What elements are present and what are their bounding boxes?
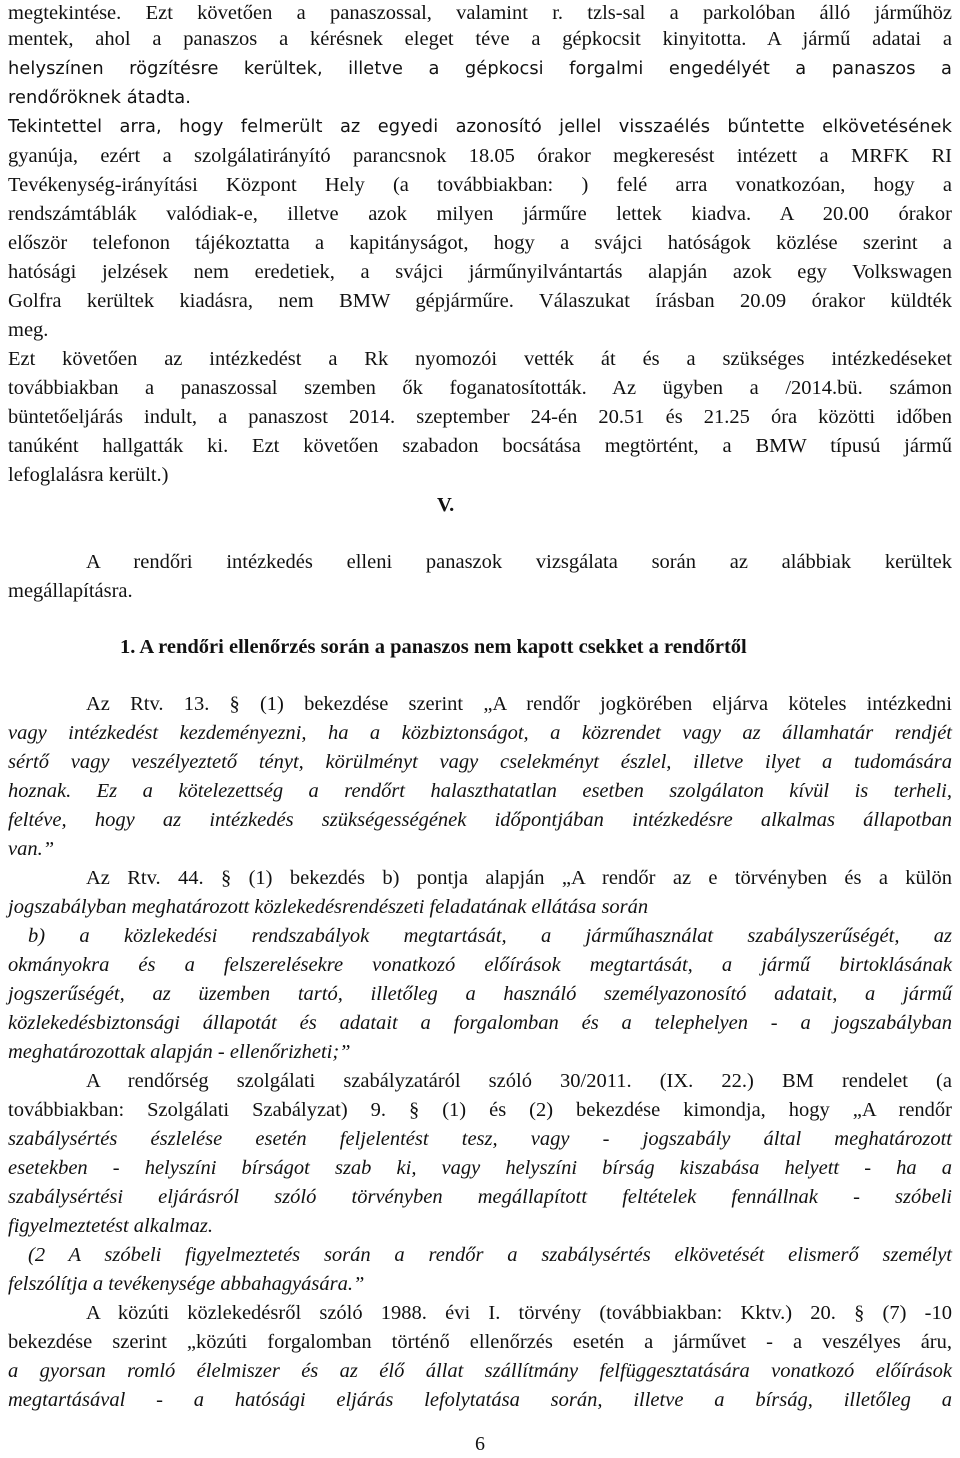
text-line: rendőröknek átadta. — [8, 87, 192, 108]
text-line: Az Rtv. 44. § (1) bekezdés b) pontja alapján „A rendőr az e törvényben és a külön — [86, 867, 952, 889]
text-line: továbbiakban: Szolgálati Szabályzat) 9. § (1) és (2) bekezdése kimondja, hogy „A rendőr — [8, 1099, 952, 1121]
text-line: figyelmeztetést alkalmaz. — [8, 1215, 213, 1237]
text-line: a gyorsan romló élelmiszer és az élő állat szállítmány felfüggesztatására vonatkozó előírások — [8, 1360, 952, 1382]
text-line: mentek, ahol a panaszos a kérésnek eleget téve a gépkocsit kinyitotta. A jármű adatai a — [8, 28, 952, 50]
text-line: gyanúja, ezért a szolgálatirányító parancsnok 18.05 órakor megkeresést intézett a MRFK RI — [8, 145, 952, 167]
text-line: A rendőrség szolgálati szabályzatáról szóló 30/2011. (IX. 22.) BM rendelet (a — [86, 1070, 952, 1092]
text-line: Tevékenység-irányítási Központ Hely (a továbbiakban: ) felé arra vonatkozóan, hogy a — [8, 174, 952, 196]
text-line: hoznak. Ez a kötelezettség a rendőrt halaszthatatlan esetben szolgálaton kívül is terheli, — [8, 780, 952, 802]
text-line: tanúként hallgatták ki. Ezt követően szabadon bocsátása megtörtént, a BMW típusú jármű — [8, 435, 952, 457]
text-line: hatósági jelzések nem eredetiek, a svájci járműnyilvántartás alapján azok egy Volkswagen — [8, 261, 952, 283]
text-line: A rendőri intézkedés elleni panaszok vizsgálata során az alábbiak kerültek — [86, 551, 952, 573]
text-line: feltéve, hogy az intézkedés szükségességének időpontjában intézkedésre alkalmas állapotban — [8, 809, 952, 831]
text-line: büntetőeljárás indult, a panaszost 2014. szeptember 24-én 20.51 és 21.25 óra közötti időben — [8, 406, 952, 428]
text-line: megtekintése. Ezt követően a panaszossal, valamint r. tzls-sal a parkolóban álló járműhöz — [8, 2, 952, 24]
text-line: vagy intézkedést kezdeményezni, ha a közbiztonságot, a közrendet vagy az államhatár rendjét — [8, 722, 952, 744]
text-line: jogszerűségét, az üzemben tartó, illetőleg a használó személyazonosító adatait, a jármű — [8, 983, 952, 1005]
text-line: bekezdése szerint „közúti forgalomban történő ellenőrzés esetén a járművet - a veszélyes áru, — [8, 1331, 952, 1353]
text-line: esetekben - helyszíni bírságot szab ki, vagy helyszíni bírság kiszabása helyett - ha a — [8, 1157, 952, 1179]
text-line: lefoglalásra került.) — [8, 464, 169, 486]
text-line: meghatározottak alapján - ellenőrizheti;” — [8, 1041, 351, 1063]
text-line: okmányokra és a felszerelésekre vonatkozó előírások megtartását, a jármű birtoklásának — [8, 954, 952, 976]
text-line: Tekintettel arra, hogy felmerült az egyedi azonosító jellel visszaélés bűntette elkövetésének — [8, 116, 952, 137]
text-line: megtartásával - a hatósági eljárás lefolytatása során, illetve a bírság, illetőleg a — [8, 1389, 952, 1411]
text-line: jogszabályban meghatározott közlekedésrendészeti feladatának ellátása során — [8, 896, 649, 918]
section-heading: V. — [437, 494, 455, 516]
text-line: van.” — [8, 838, 55, 860]
text-line: közlekedésbiztonsági állapotát és adatait a forgalomban és a telephelyen - a jogszabályban — [8, 1012, 952, 1034]
subsection-heading: 1. A rendőri ellenőrzés során a panaszos nem kapott csekket a rendőrtől — [120, 636, 747, 658]
text-line: felszólítja a tevékenysége abbahagyására.” — [8, 1273, 365, 1295]
text-line: rendszámtáblák valódiak-e, illetve azok milyen járműre lettek kiadva. A 20.00 órakor — [8, 203, 952, 225]
page-number: 6 — [475, 1433, 485, 1455]
text-line: Golfra kerültek kiadásra, nem BMW gépjárműre. Válaszukat írásban 20.09 órakor küldték — [8, 290, 952, 312]
text-line: Ezt követően az intézkedést a Rk nyomozói vették át és a szükséges intézkedéseket — [8, 348, 952, 370]
text-line: sértő vagy veszélyeztető tényt, körülményt vagy cselekményt észlel, illetve ilyet a tudomására — [8, 751, 952, 773]
text-line: továbbiakban a panaszossal szemben ők foganatosították. Az ügyben a /2014.bü. számon — [8, 377, 952, 399]
text-line: helyszínen rögzítésre kerültek, illetve a gépkocsi forgalmi engedélyét a panaszos a — [8, 58, 952, 79]
text-line: Az Rtv. 13. § (1) bekezdése szerint „A rendőr jogkörében eljárva köteles intézkedni — [86, 693, 952, 715]
text-line: A közúti közlekedésről szóló 1988. évi I. törvény (továbbiakban: Kktv.) 20. § (7) -10 — [86, 1302, 952, 1324]
text-line: (2 A szóbeli figyelmeztetés során a rendőr a szabálysértés elkövetését elismerő személyt — [28, 1244, 952, 1266]
text-line: először telefonon tájékoztatta a kapitányságot, hogy a svájci hatóságok közlése szerint a — [8, 232, 952, 254]
text-line: meg. — [8, 319, 49, 341]
text-line: szabálysértési eljárásról szóló törvényben megállapított feltételek fennállnak - szóbeli — [8, 1186, 952, 1208]
text-line: b) a közlekedési rendszabályok megtartását, a járműhasználat szabályszerűségét, az — [28, 925, 952, 947]
text-line: megállapításra. — [8, 580, 133, 602]
text-line: szabálysértés észlelése esetén feljelentést tesz, vagy - jogszabály által meghatározott — [8, 1128, 952, 1150]
